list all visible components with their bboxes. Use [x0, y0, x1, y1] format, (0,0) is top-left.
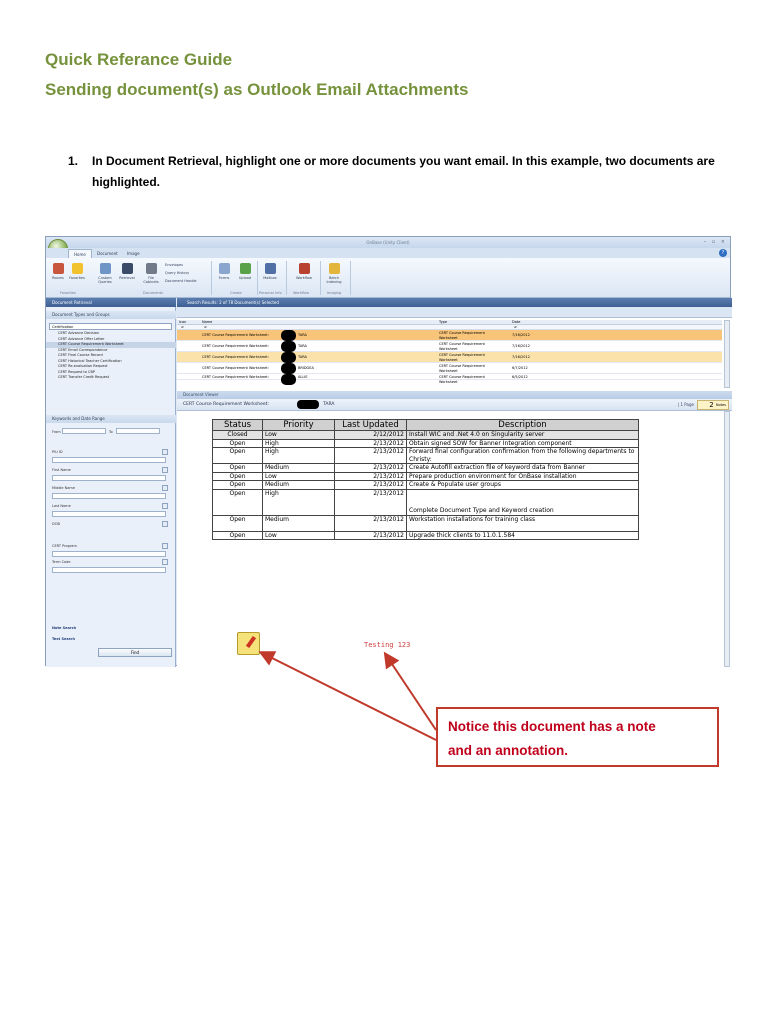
group-separator — [350, 261, 351, 295]
keyword-label-last-name: Last Name — [52, 504, 71, 508]
keyword-label-piu-id: PIU ID — [52, 450, 63, 454]
find-button[interactable]: Find — [98, 648, 172, 657]
cell-description: Upgrade thick clients to 11.0.1.584 — [407, 531, 639, 540]
row-name: CERT Course Requirement Worksheet: — [202, 366, 269, 370]
document-handle-item[interactable]: Document Handle — [165, 279, 197, 283]
cell-description: Workstation installations for training class — [407, 515, 639, 531]
keyword-operator-button[interactable] — [162, 543, 168, 549]
group-separator — [286, 261, 287, 295]
keyword-field[interactable] — [52, 457, 166, 463]
row-type: CERT Course Requirement Worksheet — [439, 353, 485, 362]
doc-type-item[interactable]: CERT Re-evaluation Request — [58, 364, 108, 368]
tab-home[interactable]: Home — [68, 249, 92, 258]
rooms-icon — [53, 263, 64, 274]
row-name-suffix: BRIDGEA — [298, 366, 314, 370]
step-number: 1. — [68, 154, 79, 168]
keyword-label-cert-program: CERT Program — [52, 544, 77, 548]
annotation-text[interactable]: Testing 123 — [364, 641, 411, 649]
window-titlebar — [46, 237, 730, 248]
group-imaging: Imaging — [327, 291, 342, 295]
table-row[interactable] — [177, 374, 722, 384]
row-date: 6/7/2012 — [512, 366, 528, 370]
text-search-link[interactable]: Text Search — [52, 637, 75, 641]
cell-status: Open — [213, 464, 263, 473]
forms-label: Forms — [218, 276, 230, 280]
cell-priority: Low — [263, 531, 335, 540]
keyword-operator-button[interactable] — [162, 503, 168, 509]
batch-indexing-label: Batch Indexing — [326, 276, 342, 284]
window-controls[interactable]: – ▫ × — [703, 239, 727, 245]
cell-priority: Medium — [263, 464, 335, 473]
guide-subtitle: Sending document(s) as Outlook Email Attachments — [45, 80, 469, 99]
cell-status: Open — [213, 531, 263, 540]
workflow-button[interactable] — [294, 263, 314, 291]
cell-date: 2/13/2012 — [335, 448, 407, 464]
cell-status: Open — [213, 448, 263, 464]
column-header-icon[interactable]: Icon — [179, 320, 187, 324]
star-icon — [72, 263, 83, 274]
status-table-header — [213, 420, 639, 431]
keyword-field[interactable] — [52, 511, 166, 517]
header-last-updated: Last Updated — [335, 420, 407, 431]
document-retrieval-header: Document Retrieval — [46, 298, 176, 307]
table-row — [213, 515, 639, 531]
search-results-pane — [177, 298, 732, 667]
cell-date: 2/13/2012 — [335, 481, 407, 490]
doc-type-item[interactable]: CERT Historical Teacher Certification — [58, 358, 122, 363]
group-separator — [211, 261, 212, 295]
doc-type-item-selected[interactable]: CERT Course Requirement Worksheet — [46, 342, 176, 348]
retrieval-button[interactable] — [117, 263, 137, 291]
tab-image[interactable]: Image — [127, 251, 140, 256]
results-grid — [177, 320, 722, 384]
notes-count: 2 — [709, 401, 714, 409]
cell-status: Open — [213, 489, 263, 515]
tab-document[interactable]: Document — [97, 251, 118, 256]
column-header-type[interactable]: Type — [439, 320, 448, 324]
cell-status: Open — [213, 439, 263, 448]
cell-priority: High — [263, 489, 335, 515]
row-name-suffix: TARA — [298, 333, 307, 337]
results-scrollbar[interactable] — [724, 320, 730, 388]
redaction-mark — [281, 341, 296, 352]
callout-box — [436, 707, 719, 767]
table-row — [213, 481, 639, 490]
filter-name-column[interactable]: ≥ — [204, 325, 207, 329]
doc-type-item[interactable]: CERT Advance Offer Letter — [58, 336, 105, 341]
guide-title: Quick Referance Guide — [45, 50, 233, 69]
cell-status: Closed — [213, 431, 263, 440]
to-label: To — [109, 430, 113, 434]
onbase-screenshot — [45, 236, 731, 666]
row-date: 7/16/2012 — [512, 344, 530, 348]
custom-queries-label: Custom Queries — [98, 276, 112, 284]
mailbox-button[interactable] — [260, 263, 280, 291]
favorites-button[interactable] — [67, 263, 87, 291]
rooms-label: Rooms — [52, 276, 64, 280]
keywords-header: Keywords and Date Range — [46, 415, 176, 423]
cell-description: Create & Populate user groups — [407, 481, 639, 490]
keyword-label-first-name: First Name — [52, 468, 71, 472]
results-toolbar — [177, 307, 732, 318]
viewer-scrollbar[interactable] — [724, 411, 730, 667]
cell-priority: Low — [263, 431, 335, 440]
row-date: 7/16/2012 — [512, 333, 530, 337]
batch-indexing-button[interactable] — [324, 263, 344, 291]
row-name: CERT Course Requirement Worksheet: — [202, 344, 269, 348]
upload-label: Upload — [238, 276, 252, 280]
cell-priority: High — [263, 439, 335, 448]
cell-description: Obtain signed SOW for Banner Integration component — [407, 439, 639, 448]
callout-line-1: Notice this document has a note — [448, 719, 656, 734]
sticky-note-icon[interactable] — [237, 632, 260, 655]
cell-date: 2/13/2012 — [335, 472, 407, 481]
custom-queries-button[interactable] — [95, 263, 115, 291]
file-cabinets-button[interactable] — [141, 263, 161, 291]
header-priority: Priority — [263, 420, 335, 431]
doc-type-item[interactable]: CERT Final Course Record — [58, 353, 103, 357]
cell-description: Prepare production environment for OnBase installation — [407, 472, 639, 481]
doc-type-item[interactable]: CERT Request to CBP — [58, 369, 95, 374]
row-name-suffix: TARA — [298, 355, 307, 359]
keyword-label-term-code: Term Code — [52, 560, 71, 564]
query-icon — [100, 263, 111, 274]
group-personal-info: Personal Info — [259, 291, 282, 295]
keyword-label-middle-name: Middle Name — [52, 486, 75, 490]
cell-description: Complete Document Type and Keyword creation — [407, 489, 639, 515]
table-row-selected[interactable] — [177, 330, 722, 341]
cell-status: Open — [213, 515, 263, 531]
ribbon — [46, 258, 730, 298]
notes-label: Notes — [715, 403, 726, 407]
row-name: CERT Course Requirement Worksheet: — [202, 375, 269, 379]
cell-priority: Medium — [263, 481, 335, 490]
forms-icon — [219, 263, 230, 274]
status-table — [212, 419, 639, 540]
group-create: Create — [230, 291, 242, 295]
keyword-label-dob: DOB — [52, 522, 60, 526]
row-type: CERT Course Requirement Worksheet — [439, 342, 485, 351]
group-workflow: Workflow — [293, 291, 310, 295]
row-name-suffix: TARA — [298, 344, 307, 348]
table-row — [213, 489, 639, 515]
keyword-operator-button[interactable] — [162, 559, 168, 565]
row-type: CERT Course Requirement Worksheet — [439, 331, 485, 340]
group-favorites: Favorites — [60, 291, 76, 295]
group-documents: Documents — [143, 291, 163, 295]
table-row[interactable] — [177, 363, 722, 374]
mailbox-icon — [265, 263, 276, 274]
note-search-link[interactable]: Note Search — [52, 626, 77, 630]
binoculars-icon — [122, 263, 133, 274]
upload-arrow-icon — [240, 263, 251, 274]
row-type: CERT Course Requirement Worksheet — [439, 375, 485, 384]
to-date-field[interactable] — [116, 428, 160, 434]
cell-date: 2/13/2012 — [335, 464, 407, 473]
filter-icon-column[interactable]: ≥ — [181, 325, 184, 329]
row-date: 6/5/2012 — [512, 375, 528, 379]
redaction-mark — [281, 330, 296, 341]
ribbon-tabs — [46, 248, 730, 258]
callout-line-2: and an annotation. — [448, 743, 568, 758]
row-name: CERT Course Requirement Worksheet: — [202, 355, 269, 359]
cell-status: Open — [213, 481, 263, 490]
table-row — [213, 431, 639, 440]
workflow-icon — [299, 263, 310, 274]
keyword-operator-button[interactable] — [162, 521, 168, 527]
table-row — [213, 531, 639, 540]
viewer-document-title: CERT Course Requirement Worksheet: — [183, 402, 269, 407]
batch-indexing-icon — [329, 263, 340, 274]
mailbox-label: Mailbox — [263, 276, 277, 280]
cell-date: 2/13/2012 — [335, 439, 407, 448]
from-label: From — [52, 430, 61, 434]
table-row — [213, 448, 639, 464]
column-header-name[interactable]: Name — [202, 320, 213, 324]
column-header-date[interactable]: Date — [512, 320, 521, 324]
cell-date: 2/12/2012 — [335, 431, 407, 440]
page-count: | 1 Page — [677, 402, 694, 407]
keyword-field[interactable] — [52, 493, 166, 499]
table-row[interactable] — [177, 341, 722, 352]
row-date: 7/16/2012 — [512, 355, 530, 359]
redaction-mark — [297, 400, 319, 409]
envelopes-item[interactable]: Envelopes — [165, 263, 183, 267]
doc-type-item[interactable]: CERT Email Correspondence — [58, 347, 108, 352]
cell-description: Create Autofill extraction file of keyword data from Banner — [407, 464, 639, 473]
doc-types-header: Document Types and Groups — [46, 311, 176, 319]
upload-button[interactable] — [235, 263, 255, 291]
table-row — [213, 439, 639, 448]
row-name: CERT Course Requirement Worksheet: — [202, 333, 269, 337]
doc-type-group-select[interactable]: Certification — [49, 323, 172, 330]
redaction-mark — [281, 374, 296, 385]
doc-type-list — [46, 331, 176, 381]
forms-button[interactable] — [214, 263, 234, 291]
workflow-label: Workflow — [295, 276, 313, 280]
cell-priority: Low — [263, 472, 335, 481]
cell-priority: Medium — [263, 515, 335, 531]
doc-type-item[interactable]: CERT Transfer Credit Request — [58, 375, 110, 379]
header-status: Status — [213, 420, 263, 431]
search-results-header: Search Results: 2 of 78 Document(s) Selected — [177, 298, 732, 307]
group-separator — [320, 261, 321, 295]
cell-priority: High — [263, 448, 335, 464]
filter-date-column[interactable]: ≥ — [514, 325, 517, 329]
step-text: In Document Retrieval, highlight one or more documents you want email. In this example, two documents are highlighted. — [92, 154, 715, 189]
cell-description: Install WIC and .Net 4.0 on Singularity server — [407, 431, 639, 440]
table-row — [213, 464, 639, 473]
help-icon[interactable]: ? — [719, 249, 727, 257]
keyword-field[interactable] — [52, 567, 166, 573]
viewer-document-name: TARA — [323, 402, 335, 407]
keyword-operator-button[interactable] — [162, 467, 168, 473]
notes-button[interactable] — [697, 400, 729, 410]
cell-status: Open — [213, 472, 263, 481]
redaction-mark — [281, 352, 296, 363]
retrieval-label: Retrieval — [119, 276, 135, 280]
cell-date: 2/13/2012 — [335, 489, 407, 515]
row-type: CERT Course Requirement Worksheet — [439, 364, 485, 373]
favorites-label: Favorites — [69, 276, 85, 280]
table-row — [213, 472, 639, 481]
from-date-field[interactable] — [62, 428, 106, 434]
window-title: OnBase (Unity Client) — [366, 240, 410, 245]
document-viewer-header — [177, 399, 732, 411]
keyword-field[interactable] — [52, 475, 166, 481]
table-row-selected[interactable] — [177, 352, 722, 363]
keyword-operator-button[interactable] — [162, 449, 168, 455]
keyword-operator-button[interactable] — [162, 485, 168, 491]
group-separator — [257, 261, 258, 295]
file-cabinets-label: File Cabinets — [143, 276, 159, 284]
cell-description: Forward final configuration confirmation from the following departments to Christy: — [407, 448, 639, 464]
document-retrieval-pane — [46, 298, 176, 667]
rooms-button[interactable] — [48, 263, 68, 291]
doc-type-item[interactable]: CERT Advance Decision — [58, 331, 100, 335]
header-description: Description — [407, 420, 639, 431]
document-viewer-bar: Document Viewer — [177, 391, 732, 399]
row-name-suffix: ALLIE — [298, 375, 308, 379]
query-history-item[interactable]: Query History — [165, 271, 190, 275]
redaction-mark — [281, 363, 296, 374]
cabinet-icon — [146, 263, 157, 274]
pen-icon — [246, 636, 256, 648]
cell-date: 2/13/2012 — [335, 531, 407, 540]
cell-date: 2/13/2012 — [335, 515, 407, 531]
keyword-field[interactable] — [52, 551, 166, 557]
